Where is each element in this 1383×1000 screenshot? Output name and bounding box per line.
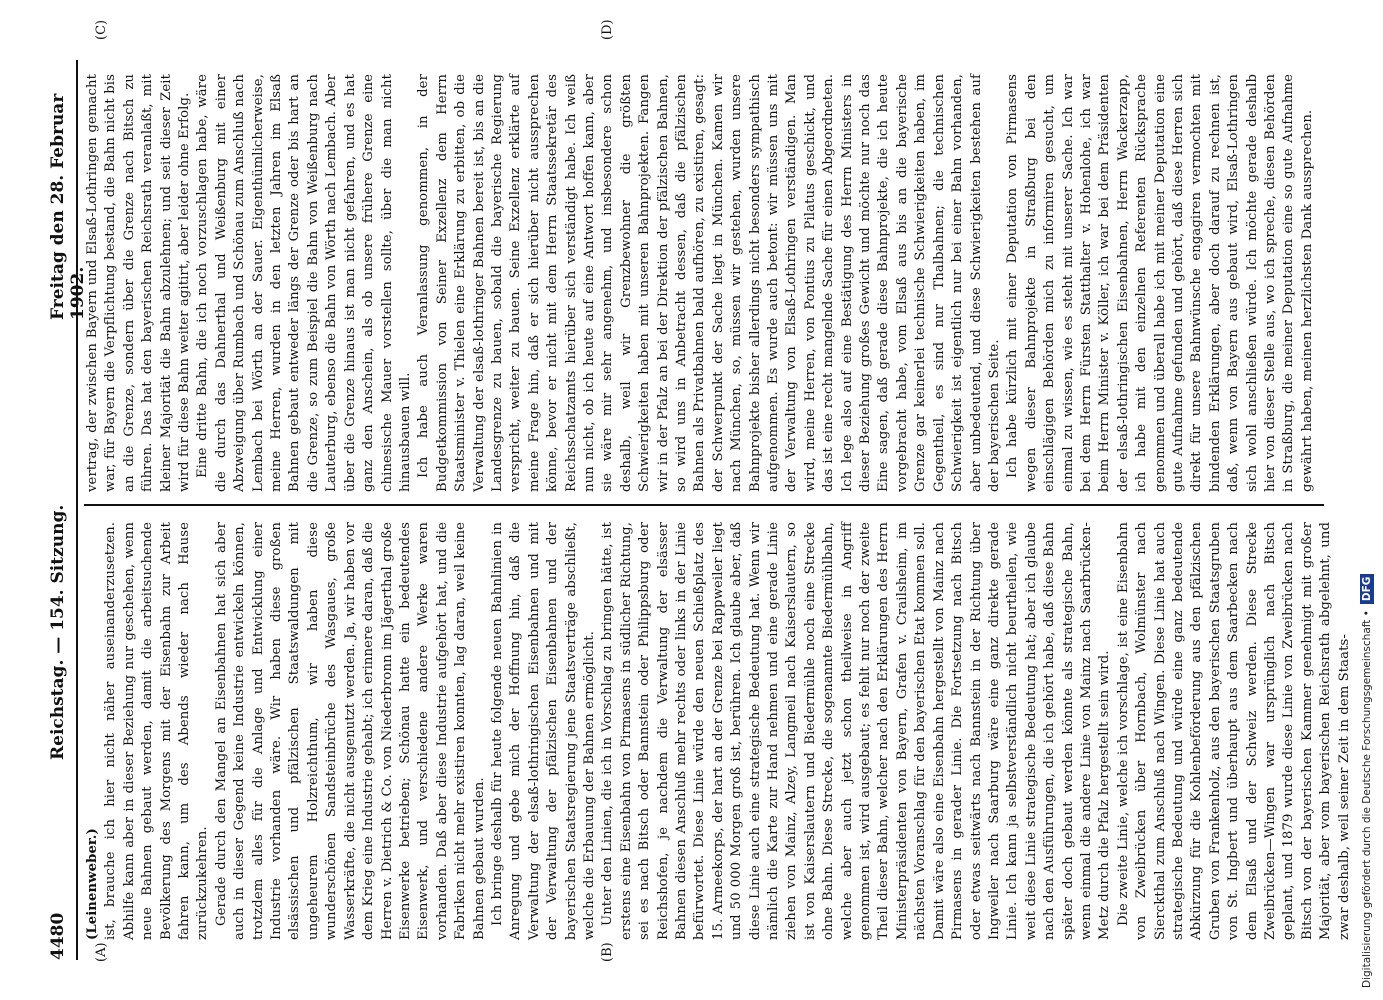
margin-mark-d: (D) <box>600 19 615 40</box>
page-number: 4480 <box>48 912 68 960</box>
left-text-column <box>84 522 1352 940</box>
paragraph: Ich habe kürzlich mit einer Deputation von Pirmasens wegen dieser Bahnprojekte in Straßburg bei den einschlägigen Behörden mich zu informiren gesucht, um einmal zu wissen, wie es steht mit unserer Sache. Ich war bei dem Herrn Fürsten Statthalter v. Hohenlohe, ich war beim Herrn Minister v. Köller, ich war bei dem Präsidenten der elsaß-lothringischen Eisenbahnen, Herrn Wackerzapp, ich habe mit den einzelnen Referenten Rücksprache genommen und überall habe ich mit meiner Deputation eine gute Aufnahme gefunden und gehört, daß diese Herren sich direkt für unsere Bahnwünsche engagiren vermochten mit bindenden Erklärungen, aber doch darauf zu rechnen ist, daß, wenn von Bayern aus gebaut wird, Elsaß-Lothringen sich wohl anschließen würde. Ich möchte gerade deshalb hier von dieser Stelle aus, wo ich spreche, diesen Behörden in Straßburg, die meiner Deputation eine so gute Aufnahme gewährt haben, meinen herzlichsten Dank aussprechen. <box>1005 74 1315 492</box>
page-header <box>46 60 88 960</box>
speaker-name: (Leinenweber.) <box>85 828 100 940</box>
margin-mark-a: (A) <box>94 942 109 962</box>
session-date: Freitag den 28. Februar 1902. <box>48 93 88 320</box>
paragraph: Ich bringe deshalb für heute folgende neuen Bahnlinien in Anregung und gebe mich der Hoffnung hin, daß die Verwaltung der elsaß-lothringischen Eisenbahnen und mit der Verwaltung der pfälzischen Eisenbahnen und der bayerischen Staatsregierung jene Staatsverträge abschließt, welche die Erbauung der Bahnen ermöglicht. <box>489 522 597 940</box>
paragraph: ist, brauche ich hier nicht näher auseinanderzusetzen. Abhilfe kann aber in dieser Beziehung nur geschehen, wenn neue Bahnen gebaut werden, damit die arbeitsuchende Bevölkerung des Morgens mit der Eisenbahn zur Arbeit fahren kann, um des Abends wieder nach Hause zurückzukehren. <box>103 522 211 940</box>
dfg-logo: DFG <box>1360 574 1374 605</box>
paragraph: Die zweite Linie, welche ich vorschlage, ist eine Eisenbahn von Zweibrücken über Hornbach, Wolmünster nach Sierckthal zum Anschluß nach Wingen. Diese Linie hat auch strategische Bedeutung und würde eine ganz bedeutende Abkürzung für die Kohlenbeförderung aus den pfälzischen Gruben von Frankenholz, aus den bayerischen Staatsgruben von St. Ingbert und überhaupt aus dem Saarbecken nach dem Elsaß und der Schweiz werden. Diese Strecke Zweibrücken—Wingen war ursprünglich nach Bitsch geplant, und 1879 wurde diese Linie von Zweibrücken nach Bitsch von der bayerischen Kammer genehmigt mit großer Majorität, aber vom bayerischen Reichsrath abgelehnt, und zwar deshalb, weil seiner Zeit in dem Staats- <box>1115 522 1352 940</box>
right-text-column <box>84 74 1324 492</box>
digitization-credit <box>1356 12 1378 988</box>
paragraph: Gerade durch den Mangel an Eisenbahnen hat sich aber auch in dieser Gegend keine Industrie entwickeln können, trotzdem alles für die Anlage und Entwicklung einer Industrie vorhanden wäre. Wir haben diese großen elsässischen und pfälzischen Staatswaldungen mit ungeheurem Holzreichthum, wir haben diese wunderschönen Sandsteinbrüche des Wasgaues, große Wasserkräfte, die nicht ausgenutzt werden. Ja, wir haben vor dem Krieg eine Industrie gehabt; ich erinnere daran, daß die Herren v. Dietrich & Co. von Niederbronn im Jägerthal große Eisenwerke betrieben; Schönau hatte ein bedeutendes Eisenwerk, und verschiedene andere Werke waren vorhanden. Daß aber diese Industrie aufgehört hat, und die Fabriken nicht mehr existiren konnten, lag daran, weil keine Bahnen gebaut wurden. <box>213 522 487 940</box>
margin-mark-b: (B) <box>600 942 615 962</box>
paragraph: vertrag, der zwischen Bayern und Elsaß-Lothringen gemacht war, für Bayern die Verpflichtung bestand, die Bahn nicht bis an die Grenze, sondern über die Grenze nach Bitsch zu führen. Das hat den bayerischen Reichsrath veranlaßt, mit kleiner Majorität die Bahn abzulehnen; und seit dieser Zeit wird für diese Bahn weiter agitirt, aber leider ohne Erfolg. <box>85 74 193 492</box>
column-divider <box>84 504 1324 506</box>
paragraph: Ich habe auch Veranlassung genommen, in der Budgetkommission von Seiner Exzellenz dem Herrn Staatsminister v. Thielen eine Erklärung zu erbitten, ob die Verwaltung der elsaß-lothringer Bahnen bereit ist, bis an die Landesgrenze zu bauen, sobald die bayerische Regierung verspricht, weiter zu bauen. Seine Exzellenz erklärte auf meine Frage hin, daß er sich hierüber nicht aussprechen könne, bevor er nicht mit dem Herrn Staatssekretär des Reichsschatzamts hierüber sich verständigt habe. Ich weiß nun nicht, ob ich heute auf eine Antwort hoffen kann, aber sie wäre mir sehr angenehm, und insbesondere schon deshalb, weil wir Grenzbewohner die größten Schwierigkeiten haben mit unseren Bahnprojekten. Fangen wir in der Pfalz an bei der Direktion der pfälzischen Bahnen, so wird uns in Anbetracht dessen, daß die pfälzischen Bahnen als Privatbahnen bald aufhören, zu existiren, gesagt: der Schwerpunkt der Sache liegt in München. Kamen wir nach München, so, müssen wir gestehen, wurden unsere Bahnprojekte bisher allerdings nicht besonders sympathisch aufgenommen. Es wurde auch betont: wir müssen uns mit der Verwaltung von Elsaß-Lothringen verständigen. Man wird, meine Herren, von Pontius zu Pilatus geschickt, und das ist eine recht mangelnde Sache für einen Abgeordneten. Ich lege also auf eine Bestätigung des Herrn Ministers in dieser Beziehung großes Gewicht und möchte nur noch das Eine sagen, daß gerade diese Bahnprojekte, die ich heute vorgebracht habe, vom Elsaß aus bis an die bayerische Grenze gar keinerlei technische Schwierigkeiten haben, im Gegentheil, es sind nur Thalbahnen; die technischen Schwierigkeit ist eigentlich nur bei einer Bahn vorhanden, aber unbedeutend, und diese Schwierigkeiten bestehen auf der bayerischen Seite. <box>416 74 1002 492</box>
paragraph: Unter den Linien, die ich in Vorschlag zu bringen hätte, ist erstens eine Eisenbahn von Pirmasens in südlicher Richtung, sei es nach Bitsch oder Bannstein oder Philippsburg oder Reichshofen, je nachdem die Verwaltung der elsässer Bahnen diesen Anschluß mehr rechts oder links in der Linie befürwortet. Diese Linie würde den neuen Schießplatz des 15. Armeekorps, der hart an der Grenze bei Rappweiler liegt und 50 000 Morgen groß ist, berühren. Ich glaube aber, daß diese Linie auch eine strategische Bedeutung hat. Wenn wir nämlich die Karte zur Hand nehmen und eine gerade Linie ziehen von Mainz, Alzey, Langmeil nach Kaiserslautern, so ist von Kaiserslautern und Biedermühle noch eine Strecke ohne Bahn. Diese Strecke, die sogenannte Biedermühlbahn, welche aber auch jetzt schon theilweise in Angriff genommen ist, wird ausgebaut; es fehlt nur noch der zweite Theil dieser Bahn, welcher nach den Erklärungen des Herrn Ministerpräsidenten von Bayern, Grafen v. Crailsheim, im nächsten Voranschlag für den bayerischen Etat kommen soll. Damit wäre also eine Eisenbahn hergestellt von Mainz nach Pirmasens in gerader Linie. Die Fortsetzung nach Bitsch oder etwas seitwärts nach Bannstein in der Richtung über Ingweiler nach Saarburg wäre eine ganz direkte gerade Linie. Ich kann ja selbstverständlich nicht beurtheilen, wie weit diese Linie strategische Bedeutung hat; aber ich glaube nach den Ausführungen, die ich gehört habe, daß diese Bahn später doch gebaut werden könnte als strategische Bahn, wenn einmal die andere Linie von Mainz nach Saarbrücken-Metz durch die Pfalz hergestellt sein wird. <box>600 522 1113 940</box>
credit-text: Digitalisierung gefördert durch die Deutsche Forschungsgemeinschaft • <box>1361 610 1373 988</box>
session-title: Reichstag. — 154. Sitzung. <box>48 504 68 760</box>
paragraph: Eine dritte Bahn, die ich noch vorzuschlagen habe, wäre die durch das Dahnerthal und Weißenburg mit einer Abzweigung über Rumbach und Schönau zum Anschluß nach Lembach bei Wörth an der Sauer. Eigenthümlicherweise, meine Herren, wurden in den letzten Jahren im Elsaß Bahnen gebaut entweder längs der Grenze oder bis hart an die Grenze, so zum Beispiel die Bahn von Weißenburg nach Lauterburg, ebenso die Bahn von Wörth nach Lembach. Aber über die Grenze hinaus ist man nicht gefahren, und es hat ganz den Anschein, als ob unsere frühere Grenze eine chinesische Mauer vorstellen sollte, über die man nicht hinausbauen will. <box>195 74 413 492</box>
margin-mark-c: (C) <box>94 19 109 40</box>
